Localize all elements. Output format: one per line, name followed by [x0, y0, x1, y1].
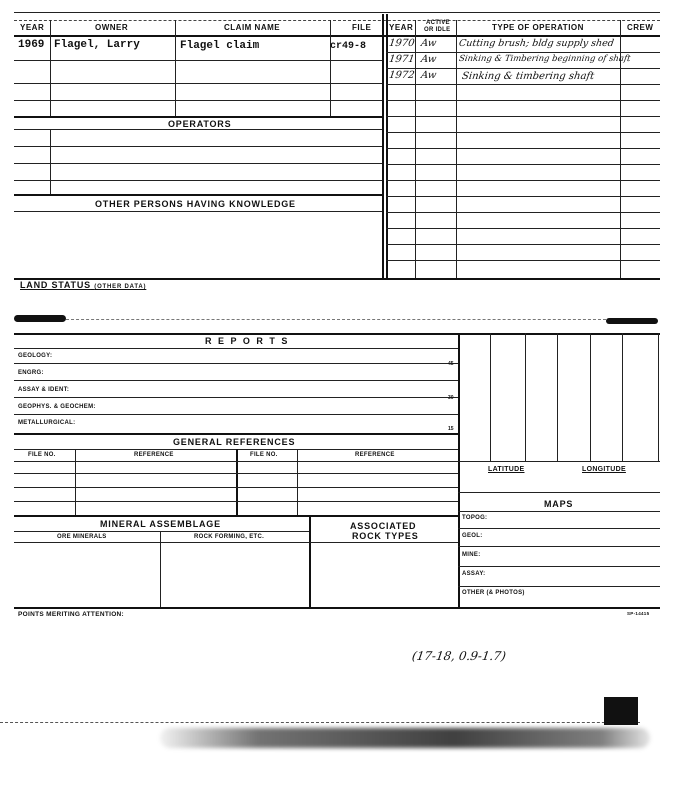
header-type-of-operation: TYPE OF OPERATION	[492, 23, 584, 32]
report-engrg: ENGRG:	[18, 370, 44, 376]
map-assay: ASSAY:	[462, 571, 486, 577]
header-crew: CREW	[627, 23, 654, 32]
rock-forming-header: ROCK FORMING, ETC.	[194, 534, 265, 540]
owner-name: Flagel, Larry	[54, 39, 140, 51]
handwritten-note: (17-18, 0.9-1.7)	[411, 649, 507, 663]
points-meriting-attention: POINTS MERITING ATTENTION:	[18, 611, 125, 618]
mineral-assemblage-heading: MINERAL ASSEMBLAGE	[100, 519, 221, 529]
operation-year-2: 1971	[388, 54, 416, 65]
operation-type-1: Cutting brush; bldg supply shed	[458, 38, 615, 49]
header-active: ACTIVE	[426, 20, 450, 26]
latitude-label: LATITUDE	[488, 466, 525, 473]
report-geophys: GEOPHYS. & GEOCHEM:	[18, 404, 96, 410]
header-owner: OWNER	[95, 23, 129, 32]
header-file: FILE	[352, 23, 372, 32]
operation-status-3: Aw	[420, 70, 438, 81]
grid-number-45: 45	[448, 361, 454, 367]
ref-header-reference-1: REFERENCE	[134, 452, 174, 458]
ref-header-reference-2: REFERENCE	[355, 452, 395, 458]
map-geol: GEOL:	[462, 533, 483, 539]
grid-number-30: 30	[448, 395, 454, 401]
ref-header-file-no-2: FILE NO.	[250, 452, 278, 458]
scan-block	[604, 697, 638, 725]
other-persons-heading: OTHER PERSONS HAVING KNOWLEDGE	[95, 199, 296, 209]
operation-type-2: Sinking & Timbering beginning of shaft	[458, 54, 632, 64]
report-assay: ASSAY & IDENT:	[18, 387, 70, 393]
report-metallurgical: METALLURGICAL:	[18, 420, 76, 426]
operators-heading: OPERATORS	[168, 119, 232, 129]
grid-number-15: 15	[448, 426, 454, 432]
operation-year-3: 1972	[388, 70, 416, 81]
map-topog: TOPOG:	[462, 515, 488, 521]
reports-heading: R E P O R T S	[205, 336, 290, 346]
longitude-label: LONGITUDE	[582, 466, 626, 473]
operation-status-2: Aw	[420, 54, 438, 65]
land-status-note: (OTHER DATA)	[94, 284, 147, 290]
associated-rock-types-line-1: ASSOCIATED	[350, 521, 417, 531]
ore-minerals-header: ORE MINERALS	[57, 534, 107, 540]
owner-year: 1969	[18, 39, 45, 51]
map-mine: MINE:	[462, 552, 481, 558]
form-code: SP-14415	[627, 611, 650, 616]
map-other: OTHER (& PHOTOS)	[462, 590, 525, 596]
land-status-mark-right	[606, 318, 658, 324]
header-or-idle: OR IDLE	[424, 27, 451, 33]
ref-header-file-no-1: FILE NO.	[28, 452, 56, 458]
general-references-heading: GENERAL REFERENCES	[173, 437, 296, 447]
operation-type-3: Sinking & timbering shaft	[461, 71, 595, 82]
header-year-2: YEAR	[389, 23, 414, 32]
header-year: YEAR	[20, 23, 45, 32]
land-status-mark-left	[14, 315, 66, 322]
report-geology: GEOLOGY:	[18, 353, 53, 359]
associated-rock-types-line-2: ROCK TYPES	[352, 531, 419, 541]
land-status-label: LAND STATUS	[20, 280, 91, 290]
claim-name: Flagel claim	[180, 40, 260, 52]
scan-smudge	[160, 728, 650, 748]
header-claim-name: CLAIM NAME	[224, 23, 281, 32]
operation-status-1: Aw	[420, 38, 438, 49]
file-number: cr49-8	[330, 41, 367, 52]
operation-year-1: 1970	[388, 38, 416, 49]
maps-heading: MAPS	[544, 499, 574, 509]
land-status-heading	[20, 280, 146, 290]
